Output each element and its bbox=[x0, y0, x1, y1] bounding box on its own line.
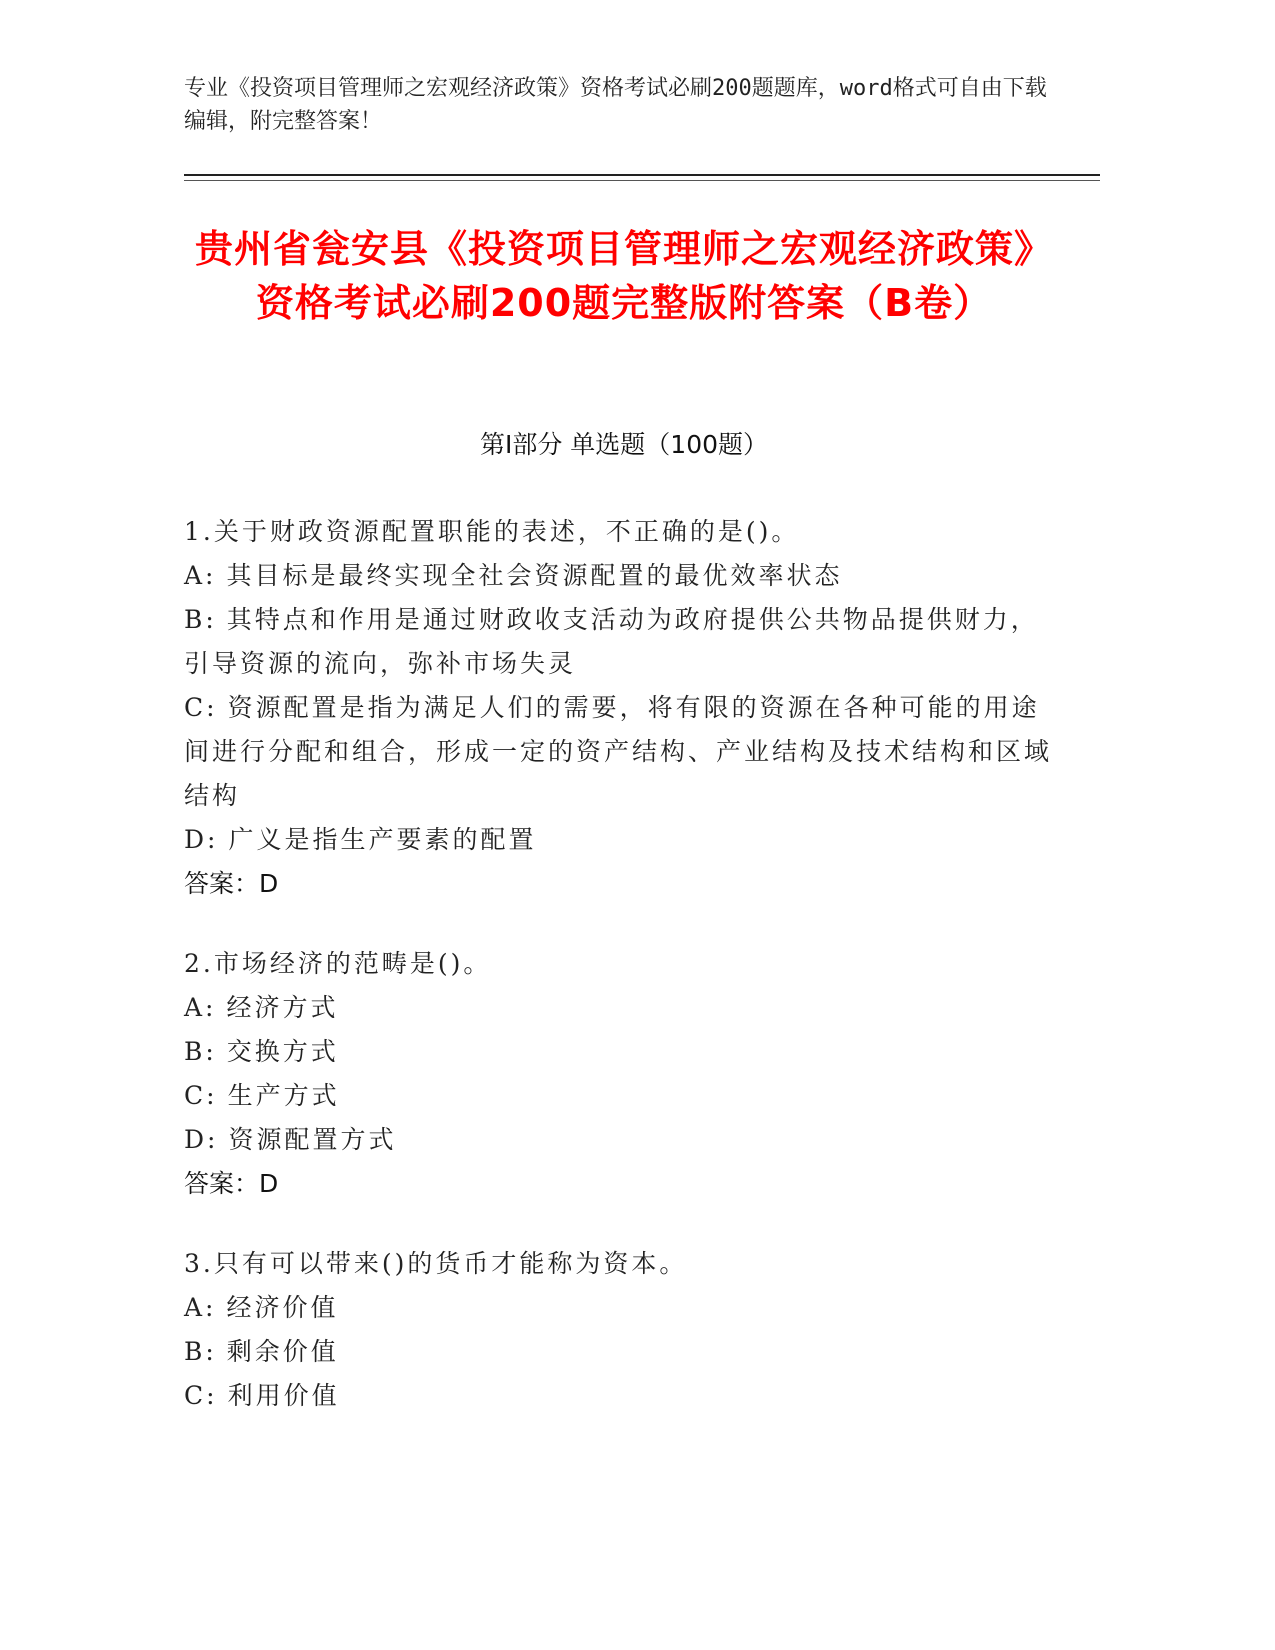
question-2 bbox=[184, 942, 1064, 1206]
option-c bbox=[184, 686, 1064, 818]
option-a bbox=[184, 1286, 1064, 1330]
option-text: 利用价值 bbox=[227, 1381, 340, 1410]
option-a bbox=[184, 986, 1064, 1030]
header-rule-thin bbox=[184, 180, 1100, 181]
option-c bbox=[184, 1374, 1064, 1418]
option-key: A: bbox=[184, 1293, 217, 1322]
answer-value: D bbox=[259, 869, 279, 898]
header-note: 专业《投资项目管理师之宏观经济政策》资格考试必刷200题题库，word格式可自由下载编辑，附完整答案！ bbox=[184, 76, 1047, 134]
option-b bbox=[184, 1330, 1064, 1374]
option-key: D: bbox=[184, 1125, 219, 1154]
option-text: 剩余价值 bbox=[226, 1337, 339, 1366]
option-key: B: bbox=[184, 605, 217, 634]
option-key: C: bbox=[184, 1081, 218, 1110]
answer-label: 答案： bbox=[184, 869, 260, 898]
question-stem: 2.市场经济的范畴是()。 bbox=[184, 949, 492, 978]
option-text: 资源配置方式 bbox=[228, 1125, 397, 1154]
option-b bbox=[184, 1030, 1064, 1074]
question-stem: 1.关于财政资源配置职能的表述，不正确的是()。 bbox=[184, 517, 800, 546]
question-1 bbox=[184, 510, 1064, 906]
option-key: B: bbox=[184, 1337, 217, 1366]
section-title: 第I部分 单选题（100题） bbox=[479, 430, 769, 459]
option-key: A: bbox=[184, 561, 217, 590]
option-key: D: bbox=[184, 825, 219, 854]
answer bbox=[184, 1162, 1064, 1206]
option-key: A: bbox=[184, 993, 217, 1022]
option-a bbox=[184, 554, 1064, 598]
option-text: 生产方式 bbox=[227, 1081, 340, 1110]
answer-label: 答案： bbox=[184, 1169, 260, 1198]
option-b bbox=[184, 598, 1064, 686]
option-key: C: bbox=[184, 693, 218, 722]
document-title: 贵州省瓮安县《投资项目管理师之宏观经济政策》资格考试必刷200题完整版附答案（B卷） bbox=[194, 227, 1053, 325]
question-list bbox=[184, 510, 1064, 1454]
answer-value: D bbox=[259, 1169, 279, 1198]
option-text: 交换方式 bbox=[226, 1037, 339, 1066]
option-text: 其特点和作用是通过财政收支活动为政府提供公共物品提供财力，引导资源的流向，弥补市场失灵 bbox=[184, 605, 1039, 678]
option-c bbox=[184, 1074, 1064, 1118]
option-text: 资源配置是指为满足人们的需要，将有限的资源在各种可能的用途间进行分配和组合，形成一定的资产结构、产业结构及技术结构和区域结构 bbox=[184, 693, 1053, 810]
option-key: B: bbox=[184, 1037, 217, 1066]
option-d bbox=[184, 1118, 1064, 1162]
option-d bbox=[184, 818, 1064, 862]
option-text: 其目标是最终实现全社会资源配置的最优效率状态 bbox=[226, 561, 843, 590]
option-text: 经济方式 bbox=[226, 993, 339, 1022]
answer bbox=[184, 862, 1064, 906]
option-text: 经济价值 bbox=[226, 1293, 339, 1322]
question-3 bbox=[184, 1242, 1064, 1418]
header-rule-thick bbox=[184, 174, 1100, 176]
option-text: 广义是指生产要素的配置 bbox=[228, 825, 537, 854]
option-key: C: bbox=[184, 1381, 218, 1410]
question-stem: 3.只有可以带来()的货币才能称为资本。 bbox=[184, 1249, 688, 1278]
